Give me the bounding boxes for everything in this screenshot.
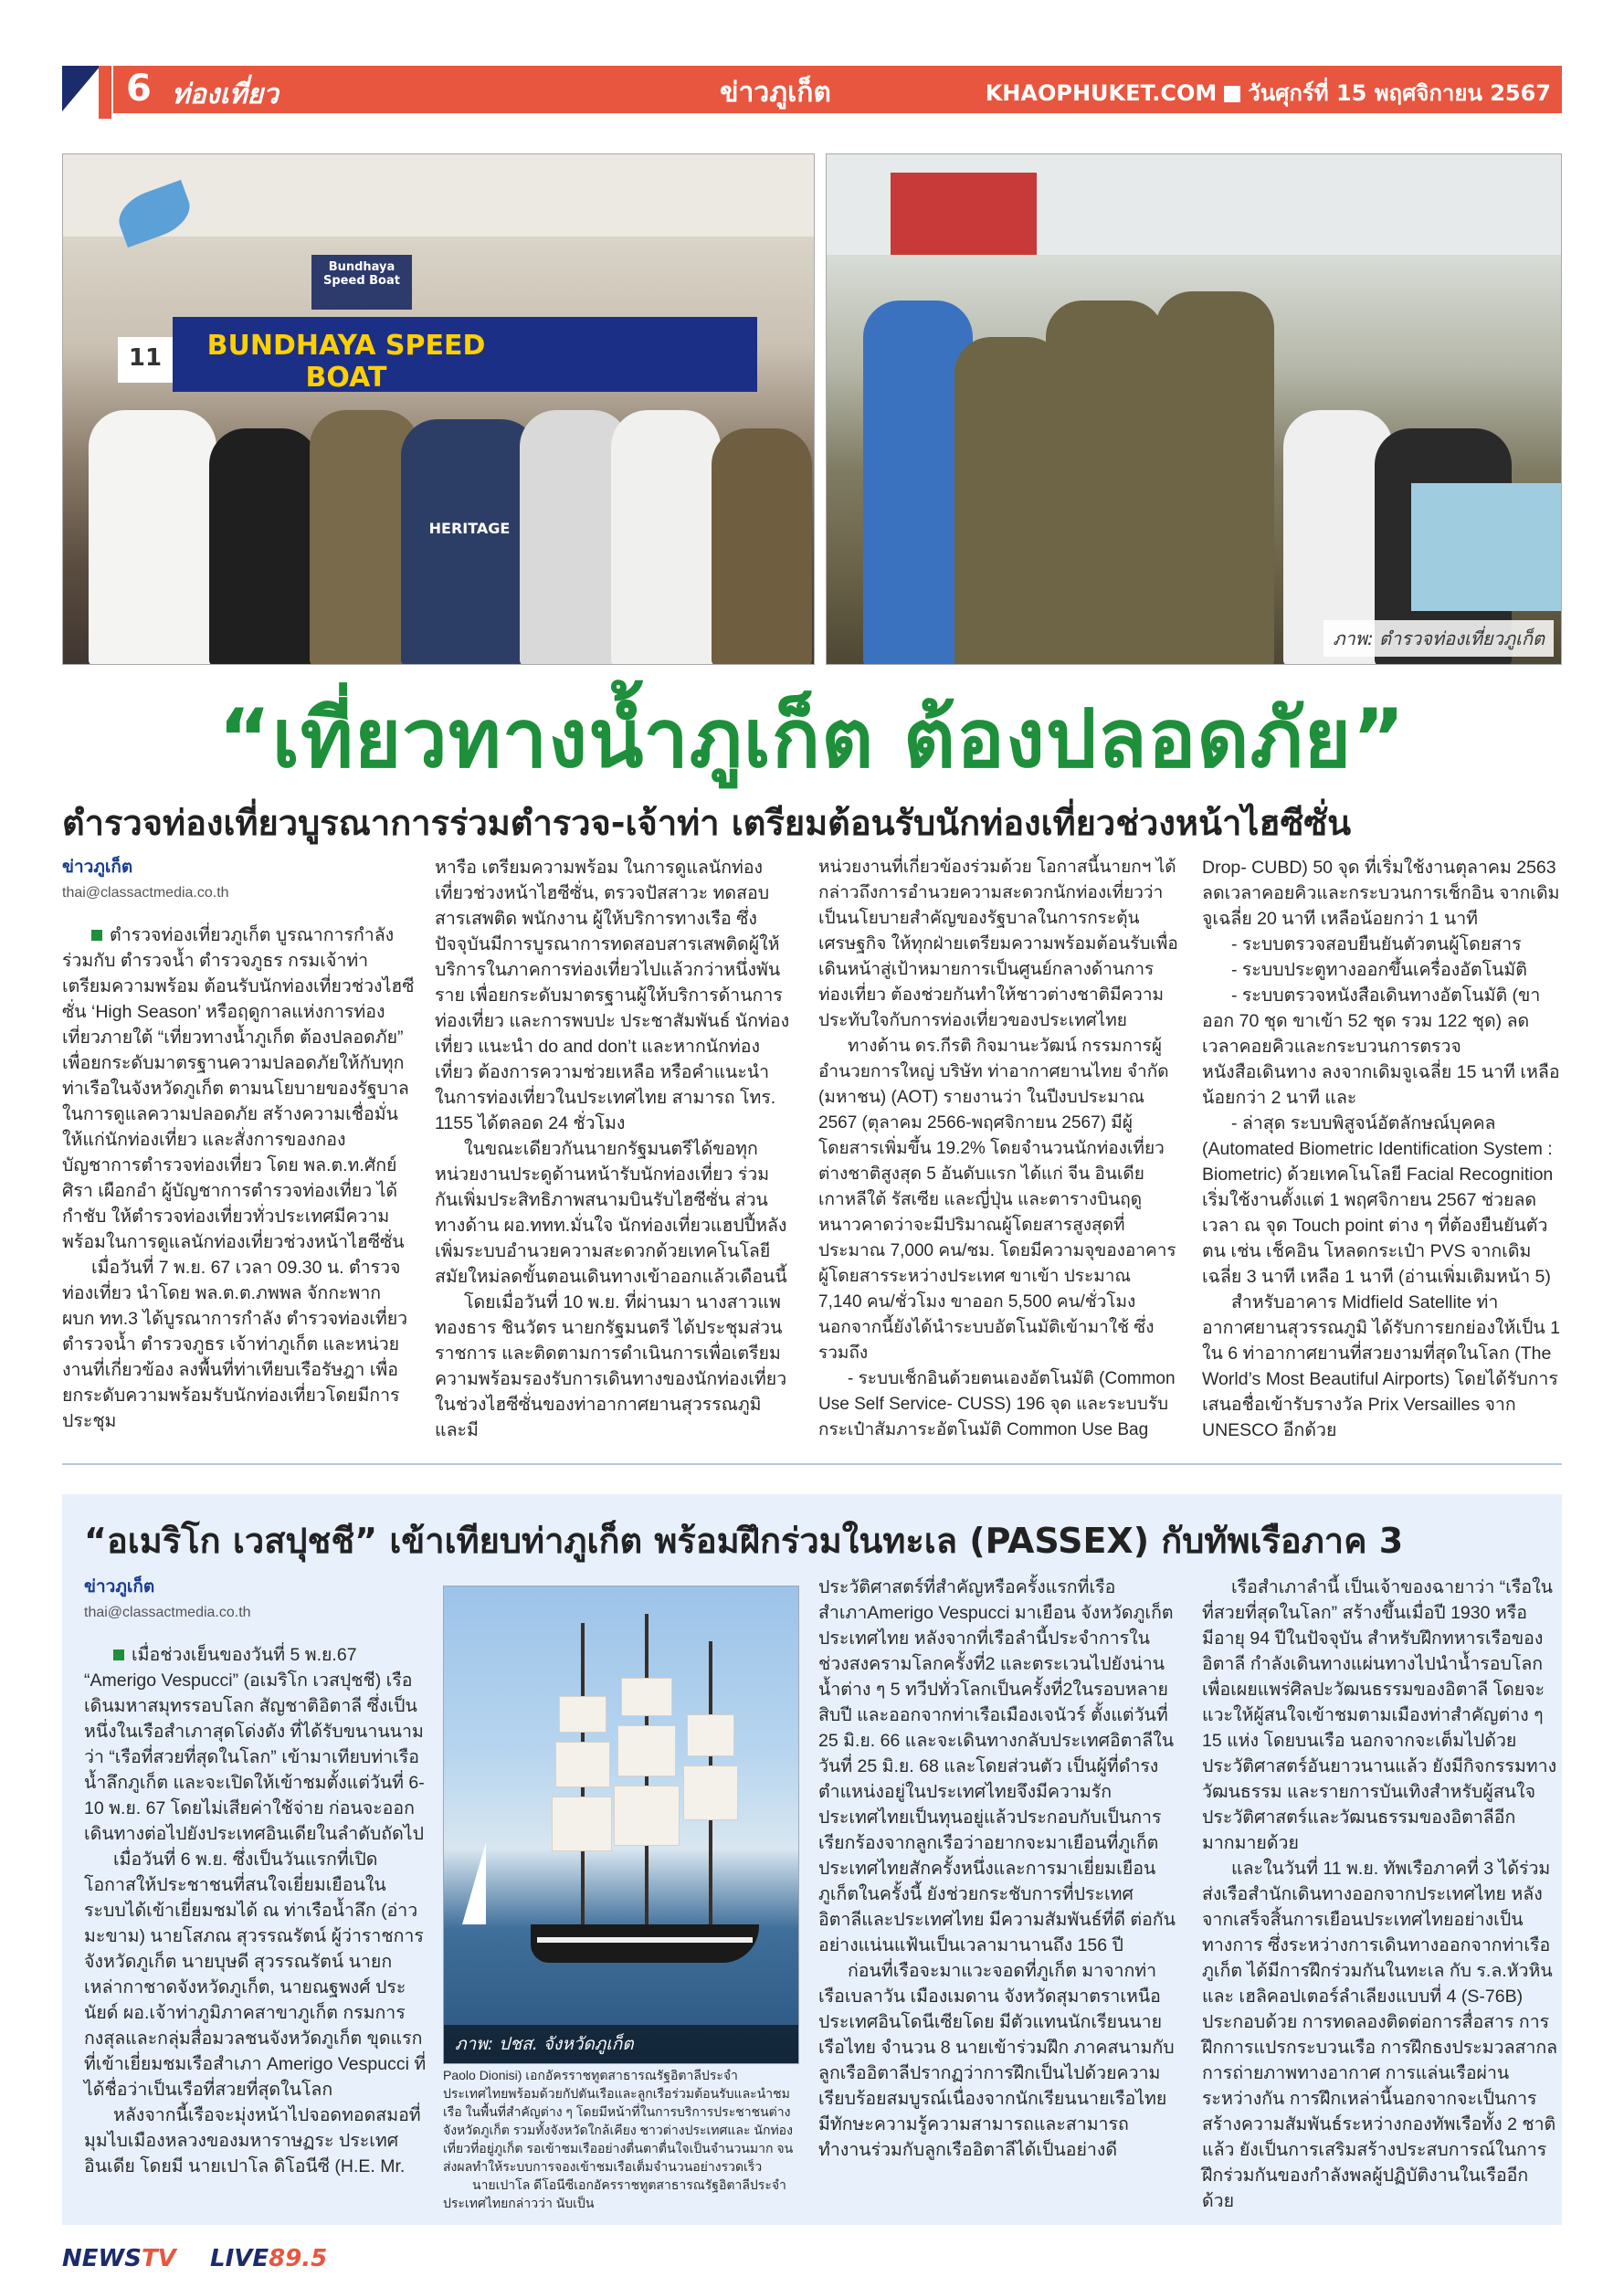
byline-email[interactable]: thai@classactmedia.co.th [62, 885, 229, 901]
paragraph: หารือ เตรียมความพร้อม ในการดูแลนักท่องเที่ยวช่วงหน้าไฮซีซั่น, ตรวจปัสสาวะ ทดสอบสารเสพติด พนักงาน ผู้ให้บริการทางเรือ ซึ่งปัจจุบันมีการบูรณาการทดสอบสารเสพติดผู้ให้บริการในภาคการท่องเที่ยวไปแล้วกว่าหนึ่งพันราย เพื่อยกระดับมาตรฐานผู้ให้บริการด้านการท่องเที่ยว และการพบปะ ประชาสัมพันธ์ นักท่องเที่ยว แนะนำ do and don’t และหากนักท่องเที่ยว ต้องการความช่วยเหลือ หรือคำแนะนำ ในการท่องเที่ยวในประเทศไทย สามารถ โทร. 1155 ได้ตลอด 24 ชั่วโมง [435, 858, 790, 1133]
byline: ข่าวภูเก็ต [62, 858, 133, 877]
paragraph: ในขณะเดียวกันนายกรัฐมนตรีได้ขอทุกหน่วยงานประดูด้านหน้ารับนักท่องเที่ยว ร่วมกันเพิ่มประสิทธิภาพสนามบินรับไฮซีซั่น ส่วนทางด้าน ผอ.ททท.มั่นใจ นักท่องเที่ยวแฮปปี้หลังเพิ่มระบบอำนวยความสะดวกด้วยเทคโนโลยีสมัยใหม่ลดขั้นตอนเดินทางเข้าออกแล้วเดือนนี้ [435, 1139, 787, 1287]
article2-column-4 [1202, 1575, 1560, 2214]
paragraph: ทางด้าน ดร.กีรติ กิจมานะวัฒน์ กรรมการผู้อำนวยการใหญ่ บริษัท ท่าอากาศยานไทย จำกัด (มหาชน) (AOT) รายงานว่า ในปีงบประมาณ 2567 (ตุลาคม 2566-พฤศจิกายน 2567) มีผู้โดยสารเพิ่มขึ้น 19.2% โดยจำนวนนักท่องเที่ยวต่างชาติสูงสุด 5 อันดับแรก ได้แก่ จีน อินเดีย เกาหลีใต้ รัสเซีย และญี่ปุ่น และตารางบินฤดูหนาวคาดว่าจะมีปริมาณผู้โดยสารสูงสุดที่ประมาณ 7,000 คน/ชม. โดยมีความจุของอาคารผู้โดยสารระหว่างประเทศ ขาเข้า ประมาณ 7,140 คน/ชั่วโมง ขาออก 5,500 คน/ชั่วโมง นอกจากนี้ยังได้นำระบบอัตโนมัติเข้ามาใช้ ซึ่งรวมถึง [818, 1037, 1176, 1363]
bundhaya-main-sign: BUNDHAYA SPEED BOAT [173, 317, 520, 392]
paragraph: หน่วยงานที่เกี่ยวข้องร่วมด้วย โอกาสนี้นายกฯ ได้กล่าวถึงการอำนวยความสะดวกนักท่องเที่ยวว่าเป็นนโยบายสำคัญของรัฐบาลในการกระตุ้นเศรษฐกิจ ให้ทุกฝ่ายเตรียมความพร้อมต้อนรับเพื่อเดินหน้าสู่เป้าหมายการเป็นศูนย์กลางด้านการท่องเที่ยว ต้องช่วยกันทำให้ชาวต่างชาติมีความประทับใจกับการท่องเที่ยวของประเทศไทย [818, 858, 1178, 1030]
photo-credit: ภาพ: ตำรวจท่องเที่ยวภูเก็ต [1323, 620, 1554, 657]
byline: ข่าวภูเก็ต [84, 1577, 155, 1597]
paragraph: - ระบบตรวจหนังสือเดินทางอัตโนมัติ (ขาออก 70 ชุด ขาเข้า 52 ชุด รวม 122 ชุด) ลดเวลาคอยคิวและกระบวนการตรวจหนังสือเดินทาง ลงจากเดิมจูเฉลี่ย 15 นาที เหลือน้อยกว่า 2 นาที และ [1202, 985, 1560, 1108]
paragraph: นายเปาโล ดีโอนีซีเอกอัครราชทูตสาธารณรัฐอิตาลีประจำประเทศไทยกล่าวว่า นับเป็น [443, 2177, 786, 2210]
photo-tall-ship [443, 1586, 799, 2064]
paragraph: โดยเมื่อวันที่ 10 พ.ย. ที่ผ่านมา นางสาวแพทองธาร ชินวัตร นายกรัฐมนตรี ได้ประชุมส่วนราชการ และติดตามการดำเนินการเพื่อเตรียมความพร้อมรองรับการเดินทางของนักท่องเที่ยวในช่วงไฮซีซั่นของท่าอากาศยานสุวรรณภูมิ และมี [435, 1292, 787, 1440]
paragraph: ก่อนที่เรือจะมาแวะจอดที่ภูเก็ต มาจากท่าเรือเบลาวัน เมืองเมดาน จังหวัดสุมาตราเหนือ ประเทศอินโดนีเซียโดย มีตัวแทนนักเรียนนายเรือไทย จำนวน 8 นายเข้าร่วมฝึก ภาคสนามกับลูกเรืออิตาลีปรากฏว่าการฝึกเป็นไปด้วยความเรียบร้อยสมบูรณ์เนื่องจากนักเรียนนายเรือไทยมีทักษะความรู้ความสามารถและสามารถทำงานร่วมกับลูกเรืออิตาลีได้เป็นอย่างดี [818, 1961, 1175, 2160]
paragraph: และในวันที่ 11 พ.ย. ทัพเรือภาคที่ 3 ได้ร่วมส่งเรือสำนักเดินทางออกจากประเทศไทย หลังจากเสร็จสิ้นการเยือนประเทศไทยอย่างเป็นทางการ ซึ่งระหว่างการเดินทางออกจากท่าเรือภูเก็ต ได้มีการฝึกร่วมกันในทะเล กับ ร.ล.หัวหิน และ เฮลิคอปเตอร์ลำเลียงแบบที่ 4 (S-76B) ประกอบด้วย การทดลองติดต่อการสื่อสาร การฝึกการแปรกระบวนเรือ การฝึกธงประมวลสากล การถ่ายภาพทางอากาศ การแล่นเรือผ่านระหว่างกัน การฝึกเหล่านี้นอกจากจะเป็นการสร้างความสัมพันธ์ระหว่างกองทัพเรือทั้ง 2 ชาติแล้ว ยังเป็นการเสริมสร้างประสบการณ์ในการฝึกร่วมกันของกำลังพลผู้ปฏิบัติงานในเรืออีกด้วย [1202, 1859, 1558, 2211]
article2-column-3 [818, 1575, 1176, 2163]
lead-square-icon [91, 930, 102, 941]
site-url[interactable]: KHAOPHUKET.COM [985, 80, 1218, 106]
paragraph: เมื่อช่วงเย็นของวันที่ 5 พ.ย.67 “Amerigo Vespucci” (อเมริโก เวสปุชชี) เรือเดินมหาสมุทรรอบโลก สัญชาติอิตาลี ซึ่งเป็นหนึ่งในเรือสำเภาสุดโด่งดัง ที่ได้รับขนานนามว่า “เรือที่สวยที่สุดในโลก” เข้ามาเทียบท่าเรือน้ำลึกภูเก็ต และจะเปิดให้เข้าชมตั้งแต่วันที่ 6-10 พ.ย. 67 โดยไม่เสียค่าใช้จ่าย ก่อนจะออกเดินทางต่อไปยังประเทศอินเดียในลำดับถัดไป [84, 1645, 425, 1844]
paragraph: Drop- CUBD) 50 จุด ที่เริ่มใช้งานตุลาคม 2563 ลดเวลาคอยคิวและกระบวนการเช็กอิน จากเดิมจูเฉลี่ย 20 นาที เหลือน้อยกว่า 1 นาที [1202, 858, 1560, 929]
main-headline: “เที่ยวทางน้ำภูเก็ต ต้องปลอดภัย” [217, 691, 1407, 785]
counter-number-sign: 11 [118, 337, 173, 383]
article2-column-2 [443, 2066, 799, 2212]
lead-square-icon [113, 1649, 124, 1660]
article1-column-1 [62, 855, 415, 1434]
article2-headline: “อเมริโก เวสปุชชี” เข้าเทียบท่าภูเก็ต พร้อมฝึกร่วมในทะเล (PASSEX) กับทัพเรือภาค 3 [84, 1521, 1404, 1561]
section-title: ท่องเที่ยว [172, 79, 279, 111]
paragraph: - ระบบเช็กอินด้วยตนเองอัตโนมัติ (Common Use Self Service- CUSS) 196 จุด และระบบรับกระเป๋าสัมภาระอัตโนมัติ Common Use Bag [818, 1369, 1176, 1439]
article1-column-4 [1202, 855, 1562, 1443]
paragraph: - ระบบตรวจสอบยืนยันตัวตนผู้โดยสาร [1231, 934, 1522, 954]
live-radio-logo: LIVE89.5 [210, 2245, 328, 2272]
photo-credit: ภาพ: ปชส. จังหวัดภูเก็ต [444, 2025, 798, 2063]
article1-column-2 [435, 855, 791, 1443]
byline-email[interactable]: thai@classactmedia.co.th [84, 1605, 251, 1620]
paragraph: ประวัติศาสตร์ที่สำคัญหรือครั้งแรกที่เรือสำเภาAmerigo Vespucci มาเยือน จังหวัดภูเก็ต ประเทศไทย หลังจากที่เรือลำนี้ประจำการในช่วงสงครามโลกครั้งที่2 และตระเวนไปยังน่านน้ำต่าง ๆ 5 ทวีปทั่วโลกเป็นครั้งที่2ในรอบหลายสิบปี และออกจากท่าเรือเมืองเจนัวร์ ตั้งแต่วันที่ 25 มิ.ย. 66 และจะเดินทางกลับประเทศอิตาลีในวันที่ 25 มิ.ย. 68 และโดยส่วนตัว เป็นผู้ที่ดำรงตำแหน่งอยู่ในประเทศไทยจึงมีความรักประเทศไทยเป็นทุนอยู่แล้วประกอบกับเป็นการเรียกร้องจากลูกเรือว่าอยากจะมาเยือนที่ภูเก็ตประเทศไทยสักครั้งหนึ่งและการมาเยี่ยมเยือนภูเก็ตในครั้งนี้ ยังช่วยกระชับการที่ประเทศอิตาลีและประเทศไทย มีความสัมพันธ์ที่ดี ต่อกันอย่างแน่นแฟ้นเป็นเวลามานานถึง 156 ปี [818, 1577, 1176, 1955]
paragraph: เรือสำเภาลำนี้ เป็นเจ้าของฉายาว่า “เรือในที่สวยที่สุดในโลก” สร้างขึ้นเมื่อปี 1930 หรือมีอายุ 94 ปีในปัจจุบัน สำหรับฝึกทหารเรือของอิตาลี กำลังเดินทางแผ่นทางไปนำน้ำรอบโลกเพื่อเผยแพร่ศิลปะวัฒนธรรมของอิตาลี โดยจะแวะให้ผู้สนใจเข้าชมตามเมืองท่าสำคัญต่าง ๆ 15 แห่ง โดยบนเรือ นอกจากจะเต็มไปด้วยประวัติศาสตร์อันยาวนานแล้ว ยังมีกิจกรรมทางวัฒนธรรม และรายการบันเทิงสำหรับผู้สนใจประวัติศาสตร์และวัฒนธรรมของอิตาลีอีกมากมายด้วย [1202, 1577, 1557, 1853]
bundhaya-small-sign: Bundhaya Speed Boat [311, 255, 412, 310]
paragraph: ตำรวจท่องเที่ยวภูเก็ต บูรณาการกำลังร่วมกับ ตำรวจน้ำ ตำรวจภูธร กรมเจ้าท่า เตรียมความพร้อม ต้อนรับนักท่องเที่ยวช่วงไฮซีซั่น ‘High Season’ หรือฤดูกาลแห่งการท่องเที่ยวภายใต้ “เที่ยวทางน้ำภูเก็ต ต้องปลอดภัย” เพื่อยกระดับมาตรฐานความปลอดภัยให้กับทุกท่าเรือในจังหวัดภูเก็ต ตามนโยบายของรัฐบาล ในการดูแลความปลอดภัย สร้างความเชื่อมั่น ให้แก่นักท่องเที่ยว และสั่งการของกองบัญชาการตำรวจท่องเที่ยว โดย พล.ต.ท.ศักย์ศิรา เผือกอำ ผู้บัญชาการตำรวจท่องเที่ยว ได้กำชับ ให้ตำรวจท่องเที่ยวทั่วประเทศมีความพร้อมในการดูแลนักท่องเที่ยวช่วงหน้าไฮซีซั่น [62, 925, 415, 1252]
paragraph: สำหรับอาคาร Midfield Satellite ท่าอากาศยานสุวรรณภูมิ ได้รับการยกย่องให้เป็น 1 ใน 6 ท่าอากาศยานที่สวยงามที่สุดในโลก (The World’s Most Beautiful Airports) โดยได้รับการเสนอชื่อเข้ารับรางวัล Prix Versailles จาก UNESCO อีกด้วย [1202, 1292, 1560, 1440]
paragraph: หลังจากนี้เรือจะมุ่งหน้าไปจอดทอดสมอที่มุมไบเมืองหลวงของมหาราษฏระ ประเทศอินเดีย โดยมี นายเปาโล ดิโอนีซี (H.E. Mr. [84, 2105, 421, 2176]
issue-date: วันศุกร์ที่ 15 พฤศจิกายน 2567 [1248, 80, 1551, 106]
dateline [986, 75, 1551, 111]
article2-column-1 [84, 1575, 427, 2179]
section-divider [62, 1463, 1562, 1465]
separator-square-icon [1224, 86, 1240, 102]
shirt-print-text: HERITAGE [428, 520, 511, 537]
newspaper-logo-icon [62, 58, 113, 119]
main-subheadline: ตำรวจท่องเที่ยวบูรณาการร่วมตำรวจ-เจ้าท่า เตรียมต้อนรับนักท่องเที่ยวช่วงหน้าไฮซีซั่น [62, 803, 1352, 843]
page-number: 6 [126, 68, 152, 110]
news-tv-logo: NEWSTV [62, 2245, 176, 2272]
paragraph: เมื่อวันที่ 7 พ.ย. 67 เวลา 09.30 น. ตำรวจท่องเที่ยว นำโดย พล.ต.ต.ภพพล จักกะพาก ผบก ทท.3 ได้บูรณาการกำลัง ตำรวจท่องเที่ยว ตำรวจน้ำ ตำรวจภูธร เจ้าท่าภูเก็ต และหน่วยงานที่เกี่ยวข้อง ลงพื้นที่ท่าเทียบเรือรัษฎา เพื่อยกระดับความพร้อมรับนักท่องเที่ยวโดยมีการ ประชุม [62, 1258, 408, 1431]
paragraph: เมื่อวันที่ 6 พ.ย. ซึ่งเป็นวันแรกที่เปิดโอกาสให้ประชาชนที่สนใจเยี่ยมเยือนในระบบได้เข้าเยี่ยมชมได้ ณ ท่าเรือน้ำลึก (อ่าวมะขาม) นายโสภณ สุวรรณรัตน์ ผู้ว่าราชการจังหวัดภูเก็ต นายบุษดี สุวรรณรัตน์ นายกเหล่ากาชาดจังหวัดภูเก็ต, นายณฐพงศ์ ประนัยด์ ผอ.เจ้าท่าภูมิภาคสาขาภูเก็ต กรมการกงสุลและกลุ่มสื่อมวลชนจังหวัดภูเก็ต ขุดแรกที่เข้าเยี่ยมชมเรือสำเภา Amerigo Vespucci ที่ได้ชื่อว่าเป็นเรือที่สวยที่สุดในโลก [84, 1850, 427, 2100]
article1-column-3 [818, 855, 1178, 1443]
paragraph: - ระบบประตูทางออกขึ้นเครื่องอัตโนมัติ [1231, 960, 1527, 980]
photo-speedboat-pier [62, 153, 815, 665]
masthead: ข่าวภูเก็ต [720, 77, 831, 109]
photo-police-greeting-tourists [826, 153, 1562, 665]
paragraph: - ล่าสุด ระบบพิสูจน์อัตลักษณ์บุคคล (Automated Biometric Identification System : Biometric) ด้วยเทคโนโลยี Facial Recognition เริ่มใช้งานตั้งแต่ 1 พฤศจิกายน 2567 ช่วยลดเวลา ณ จุด Touch point ต่าง ๆ ที่ต้องยืนยันตัวตน เช่น เช็คอิน โหลดกระเป๋า PVS จากเดิมเฉลี่ย 3 นาที เหลือ 1 นาที (อ่านเพิ่มเติมหน้า 5) [1202, 1113, 1554, 1287]
paragraph: Paolo Dionisi) เอกอัครราชทูตสาธารณรัฐอิตาลีประจำประเทศไทยพร้อมด้วยกัปตันเรือและลูกเรือร่วมต้อนรับและนำชมเรือ ในพื้นที่สำคัญต่าง ๆ โดยมีหน้าที่ในการบริการประชาชนต่าง จังหวัดภูเก็ต รวมทั้งจังหวัดใกล้เคียง ชาวต่างประเทศและ นักท่องเที่ยวที่อยู่ภูเก็ต รอเข้าชมเรืออย่างตื่นตาตื่นใจเป็นจำนวนมาก จนส่งผลทำให้ระบบการจองเข้าชมเรือเต็มจำนวนอย่างรวดเร็ว [443, 2068, 794, 2174]
